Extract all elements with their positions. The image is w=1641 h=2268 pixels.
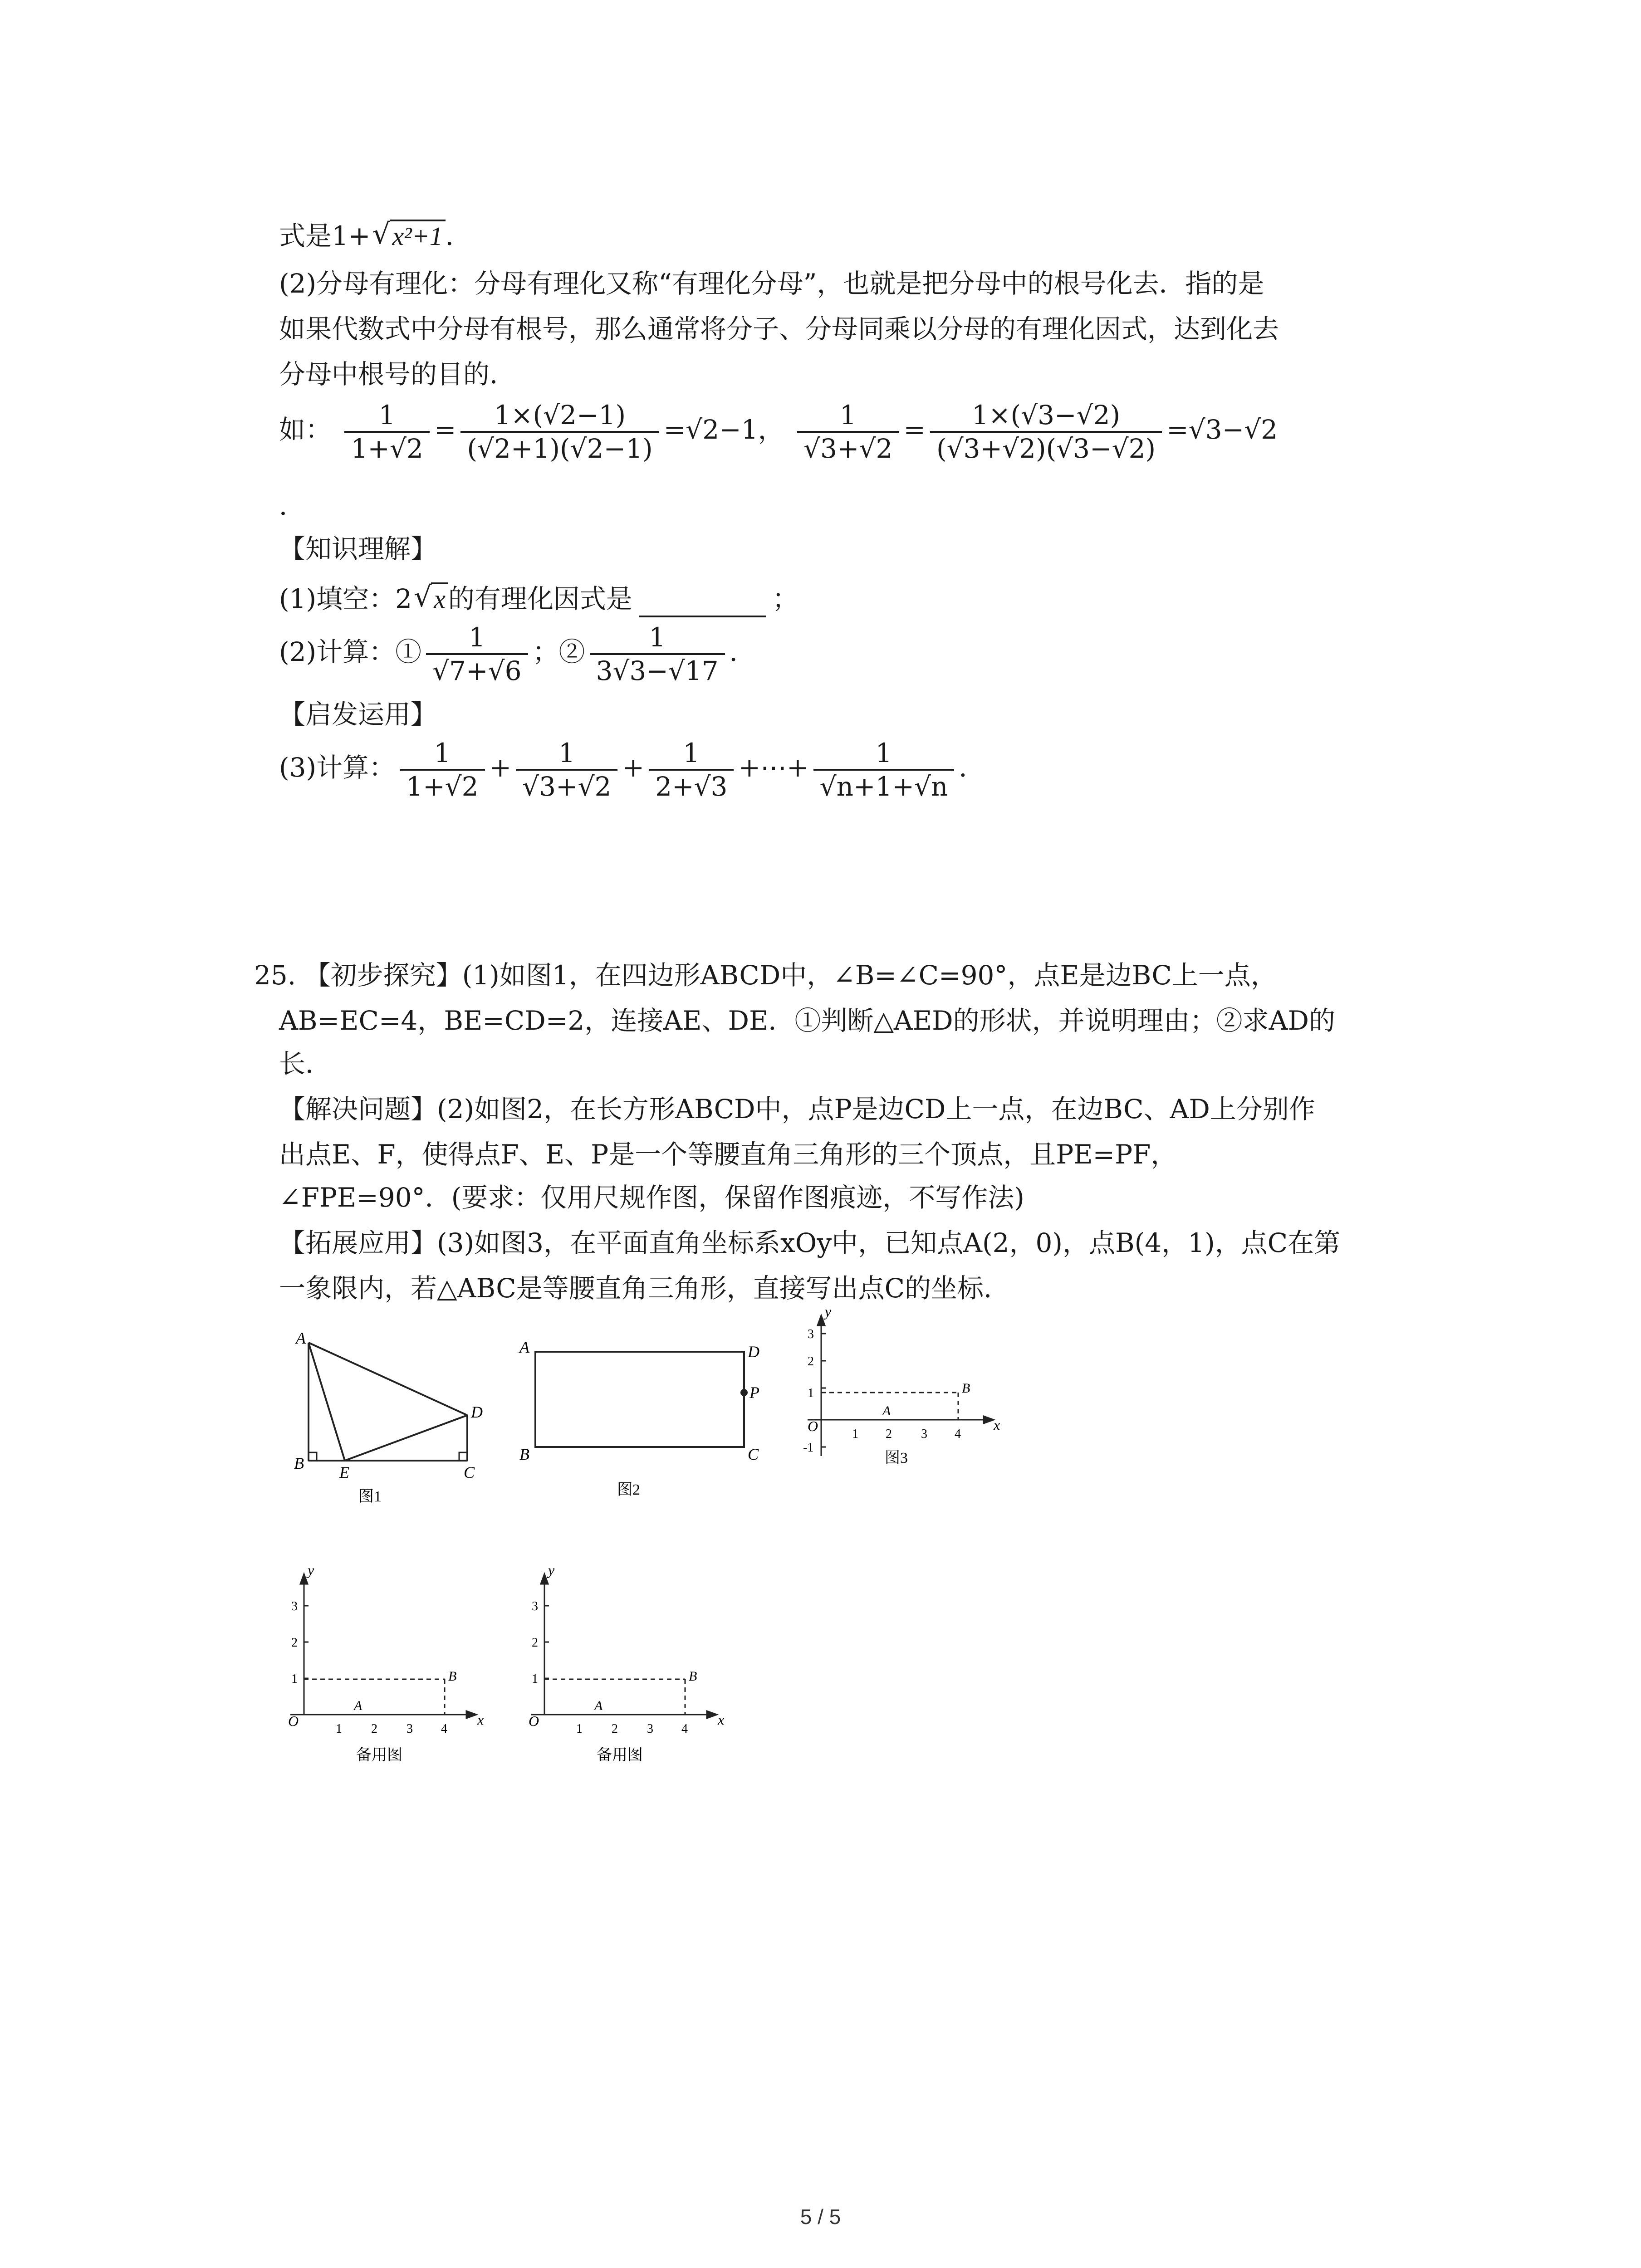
- axis-y-label: y: [548, 1562, 555, 1578]
- point-A-label: A: [882, 1403, 891, 1418]
- fraction: $\frac{1}{2+√3}$: [649, 737, 734, 802]
- axis-x-label: x: [994, 1417, 1000, 1433]
- point-P: [740, 1389, 748, 1396]
- period-line: ．: [279, 490, 306, 521]
- spare-figure-2: [513, 1560, 740, 1774]
- problem-25-line: 25. 【初步探究】(1)如图1，在四边形ABCD中，∠B=∠C=90°，点E是边BC上一点，: [254, 960, 1277, 991]
- fraction: $\frac{1}{1+√2}$: [400, 737, 485, 802]
- ytick: 1: [532, 1672, 538, 1686]
- text: 式是1+: [279, 220, 371, 251]
- xtick: 4: [681, 1722, 688, 1736]
- xtick: 1: [576, 1722, 583, 1736]
- fraction: $\frac{1}{√7+√6}$: [426, 621, 528, 687]
- ytick: 2: [532, 1636, 538, 1650]
- problem-25-line: 长．: [279, 1048, 332, 1079]
- problem-25-line: ∠FPE=90°．(要求：仅用尺规作图，保留作图痕迹，不写作法): [279, 1182, 1024, 1213]
- fraction: $\frac{1}{3√3-√17}$: [590, 621, 725, 687]
- sqrt: √ x²+1: [372, 218, 446, 254]
- paragraph-line: 如果代数式中分母有根号，那么通常将分子、分母同乘以分母的有理化因式，达到化去: [279, 313, 1279, 344]
- result: =√3−√2: [1166, 414, 1278, 445]
- page-number: 5 / 5: [800, 2205, 841, 2229]
- ytick: 3: [808, 1327, 814, 1341]
- origin-label: O: [288, 1713, 299, 1729]
- figure-1: [286, 1325, 499, 1506]
- xtick: 2: [612, 1722, 618, 1736]
- fraction: $\frac{1}{√3+√2}$: [516, 737, 617, 802]
- ytick: 2: [808, 1354, 814, 1369]
- label-B: B: [294, 1454, 304, 1472]
- fraction: $\frac{1}{√3+√2}$: [797, 399, 899, 464]
- xtick: 2: [371, 1722, 377, 1736]
- fraction: $\frac{1}{1+√2}$: [344, 399, 429, 464]
- sqrt: √ x: [414, 581, 448, 617]
- ytick: 3: [291, 1599, 298, 1613]
- figure-caption: 备用图: [356, 1747, 402, 1764]
- point-B-label: B: [962, 1381, 970, 1396]
- label-A: A: [296, 1329, 306, 1347]
- paragraph-line: (2)分母有理化：分母有理化又称“有理化分母”，也就是把分母中的根号化去．指的是: [279, 268, 1264, 299]
- figure-caption: 备用图: [597, 1747, 643, 1764]
- label-B: B: [519, 1445, 529, 1463]
- formula-line: [279, 218, 472, 254]
- figure-caption: 图2: [617, 1481, 640, 1498]
- xtick: 4: [955, 1427, 961, 1441]
- label-D: D: [748, 1343, 759, 1361]
- problem-25-line: AB=EC=4，BE=CD=2，连接AE、DE．①判断△AED的形状，并说明理由；②求AD的: [279, 1005, 1336, 1036]
- label-E: E: [339, 1463, 349, 1481]
- label-D: D: [471, 1403, 483, 1421]
- label-C: C: [748, 1445, 759, 1463]
- question-3: (3)计算： $\frac{1}{1+√2}$ + $\frac{1}{√3+√2}$ + $\frac{1}{2+√3}$ +⋯+ $\frac{1}{√n+1+√n}$ ．: [279, 738, 985, 802]
- origin-label: O: [529, 1713, 539, 1729]
- xtick: 2: [886, 1427, 892, 1441]
- section-heading: 【启发运用】: [279, 699, 437, 730]
- figure-2: [517, 1325, 771, 1506]
- section-heading: 【知识理解】: [279, 533, 437, 564]
- axis-y-label: y: [308, 1562, 314, 1578]
- label-C: C: [464, 1463, 475, 1481]
- point-A-label: A: [354, 1698, 362, 1713]
- point-B-label: B: [448, 1669, 457, 1684]
- point-A-label: A: [594, 1698, 603, 1713]
- question-2: (2)计算：① $\frac{1}{√7+√6}$ ；② $\frac{1}{3√3-√17}$ ．: [279, 622, 756, 686]
- label-P: P: [749, 1383, 759, 1402]
- ytick: 2: [291, 1636, 298, 1650]
- result: =√2−1，: [663, 414, 784, 445]
- figure-3: [789, 1306, 1007, 1506]
- figure-caption: 图1: [358, 1488, 382, 1505]
- problem-25-line: 【解决问题】(2)如图2，在长方形ABCD中，点P是边CD上一点，在边BC、AD上分别作: [279, 1094, 1315, 1124]
- fraction: $\frac{1}{√n+1+√n}$: [813, 737, 955, 802]
- spare-figure-1: [272, 1560, 499, 1774]
- example-lead: 如：: [279, 414, 332, 445]
- answer-blank[interactable]: [639, 588, 766, 617]
- question-1: (1)填空：2√ x 的有理化因式是 ；: [279, 581, 798, 617]
- point-B-label: B: [689, 1669, 697, 1684]
- xtick: 1: [852, 1427, 858, 1441]
- paragraph-line: 分母中根号的目的．: [279, 359, 516, 390]
- problem-25-line: 出点E、F，使得点F、E、P是一个等腰直角三角形的三个顶点，且PE=PF，: [279, 1139, 1177, 1170]
- origin-label: O: [808, 1418, 818, 1434]
- problem-25-line: 一象限内，若△ABC是等腰直角三角形，直接写出点C的坐标．: [279, 1273, 1010, 1304]
- xtick: 3: [407, 1722, 413, 1736]
- xtick: 3: [647, 1722, 653, 1736]
- ytick: 3: [532, 1599, 538, 1613]
- xtick: 1: [336, 1722, 342, 1736]
- fraction: $\frac{1\times(√3-√2)}{(√3+√2)(√3-√2)}$: [930, 399, 1162, 464]
- figure-caption: 图3: [885, 1450, 908, 1466]
- xtick: 4: [441, 1722, 447, 1736]
- axis-x-label: x: [477, 1711, 484, 1728]
- ytick: 1: [808, 1386, 814, 1400]
- label-A: A: [519, 1338, 529, 1356]
- xtick: 3: [921, 1427, 927, 1441]
- fraction: $\frac{1\times(√2-1)}{(√2+1)(√2-1)}$: [460, 399, 659, 464]
- axis-y-label: y: [825, 1306, 832, 1320]
- example-line: 如： $\frac{1}{1+√2}$ = $\frac{1\times(√2-1)}{(√2+1)(√2-1)}$ =√2−1， $\frac{1}{√3+√2}$ = $\frac{1\times(√3-√2)}{(√3+√2)(√3-√2)}$ =√3−√2: [279, 400, 1278, 464]
- ytick: 1: [291, 1672, 298, 1686]
- period: ．: [445, 220, 472, 251]
- axis-x-label: x: [718, 1711, 725, 1728]
- problem-25-line: 【拓展应用】(3)如图3，在平面直角坐标系xOy中，已知点A(2，0)，点B(4，1)，点C在第: [279, 1227, 1341, 1258]
- ytick-neg: -1: [803, 1441, 814, 1455]
